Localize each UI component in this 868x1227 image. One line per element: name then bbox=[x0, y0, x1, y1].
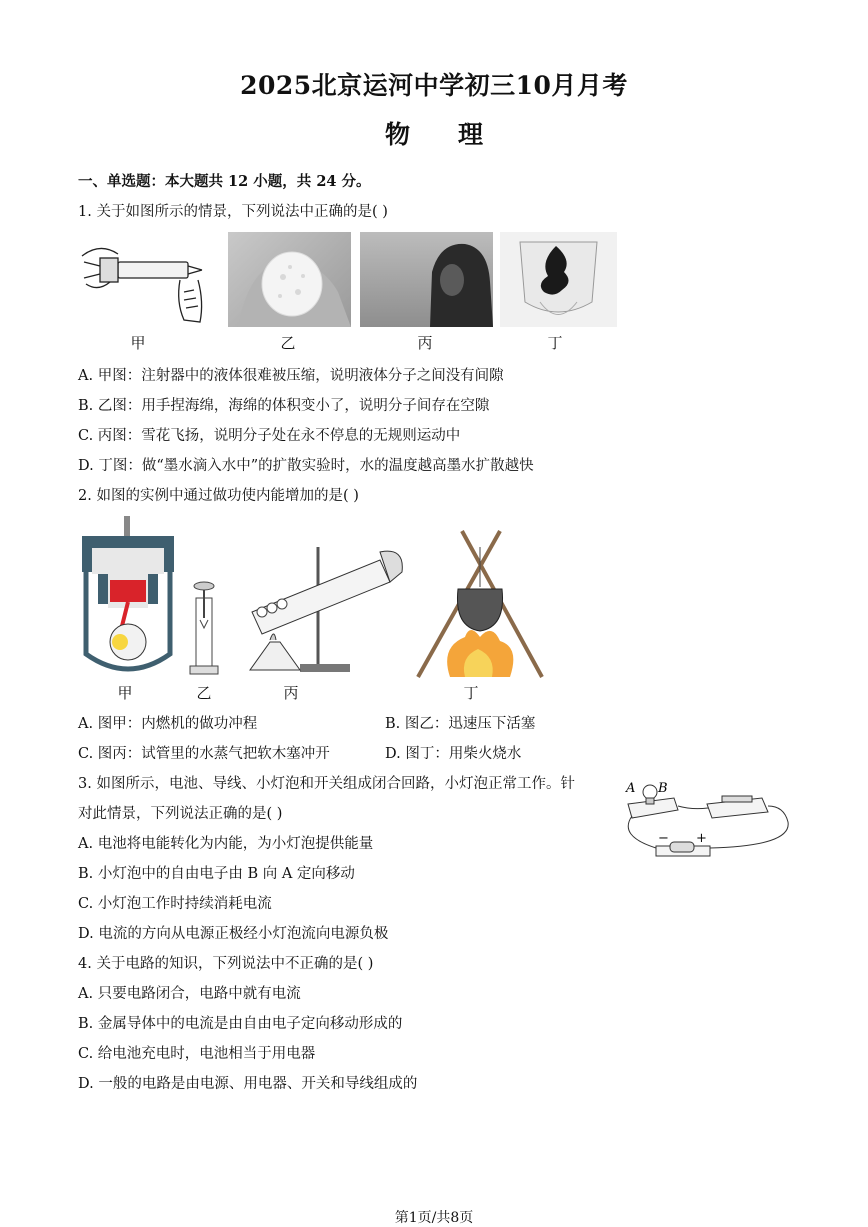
q2-figure-test-tube bbox=[240, 542, 405, 679]
q1-figure-ink-photo bbox=[500, 232, 617, 327]
question-1-stem: 1. 关于如图所示的情景，下列说法中正确的是( ) bbox=[78, 204, 388, 220]
subject-title: 物理 bbox=[384, 120, 531, 149]
q1-figure-sponge-photo bbox=[228, 232, 351, 327]
battery-minus-label: − bbox=[658, 831, 669, 846]
q1-caption-ding: 丁 bbox=[547, 334, 563, 352]
q1-figure-snow-photo bbox=[360, 232, 493, 327]
exam-title: 2025北京运河中学初三10月月考 bbox=[240, 71, 628, 100]
q1-option-b: B. 乙图：用手捏海绵，海绵的体积变小了，说明分子间存在空隙 bbox=[78, 398, 490, 414]
q1-caption-jia: 甲 bbox=[130, 334, 146, 352]
q1-caption-yi: 乙 bbox=[280, 334, 296, 352]
q1-figure-syringe bbox=[80, 232, 210, 327]
q2-figure-pump bbox=[188, 578, 220, 678]
q3-figure-circuit bbox=[612, 776, 792, 872]
question-4-stem: 4. 关于电路的知识，下列说法中不正确的是( ) bbox=[78, 956, 374, 972]
q4-option-a: A. 只要电路闭合，电路中就有电流 bbox=[78, 986, 301, 1002]
circuit-label-a: A bbox=[626, 781, 636, 796]
question-2-stem: 2. 如图的实例中通过做功使内能增加的是( ) bbox=[78, 488, 359, 504]
q2-option-a: A. 图甲：内燃机的做功冲程 bbox=[78, 716, 258, 732]
q3-option-b: B. 小灯泡中的自由电子由 B 向 A 定向移动 bbox=[78, 866, 355, 882]
q2-option-c: C. 图丙：试管里的水蒸气把软木塞冲开 bbox=[78, 746, 330, 762]
circuit-label-b: B bbox=[658, 781, 668, 796]
q4-option-c: C. 给电池充电时，电池相当于用电器 bbox=[78, 1046, 316, 1062]
q2-figure-campfire bbox=[410, 527, 550, 679]
q2-caption-yi: 乙 bbox=[196, 684, 212, 702]
q2-caption-jia: 甲 bbox=[117, 684, 133, 702]
q2-option-b: B. 图乙：迅速压下活塞 bbox=[385, 716, 536, 732]
q3-option-a: A. 电池将电能转化为内能，为小灯泡提供能量 bbox=[78, 836, 374, 852]
q3-option-d: D. 电流的方向从电源正极经小灯泡流向电源负极 bbox=[78, 926, 389, 942]
section-heading: 一、单选题：本大题共 12 小题，共 24 分。 bbox=[78, 173, 371, 190]
q1-option-a: A. 甲图：注射器中的液体很难被压缩，说明液体分子之间没有间隙 bbox=[78, 368, 504, 384]
q3-option-c: C. 小灯泡工作时持续消耗电流 bbox=[78, 896, 272, 912]
page-footer: 第1页/共8页 bbox=[394, 1210, 474, 1226]
q4-option-d: D. 一般的电路是由电源、用电器、开关和导线组成的 bbox=[78, 1076, 418, 1092]
question-3-stem-line1: 3. 如图所示，电池、导线、小灯泡和开关组成闭合回路，小灯泡正常工作。针 bbox=[78, 776, 575, 792]
question-3-stem-line2: 对此情景，下列说法正确的是( ) bbox=[78, 806, 283, 822]
q4-option-b: B. 金属导体中的电流是由自由电子定向移动形成的 bbox=[78, 1016, 403, 1032]
q1-caption-bing: 丙 bbox=[417, 334, 433, 352]
q2-figure-engine bbox=[78, 514, 178, 679]
q1-option-d: D. 丁图：做“墨水滴入水中”的扩散实验时，水的温度越高墨水扩散越快 bbox=[78, 458, 534, 474]
battery-plus-label: + bbox=[696, 831, 707, 846]
q1-option-c: C. 丙图：雪花飞扬，说明分子处在永不停息的无规则运动中 bbox=[78, 428, 461, 444]
q2-caption-bing: 丙 bbox=[283, 684, 299, 702]
q2-caption-ding: 丁 bbox=[463, 684, 479, 702]
q2-option-d: D. 图丁：用柴火烧水 bbox=[385, 746, 522, 762]
